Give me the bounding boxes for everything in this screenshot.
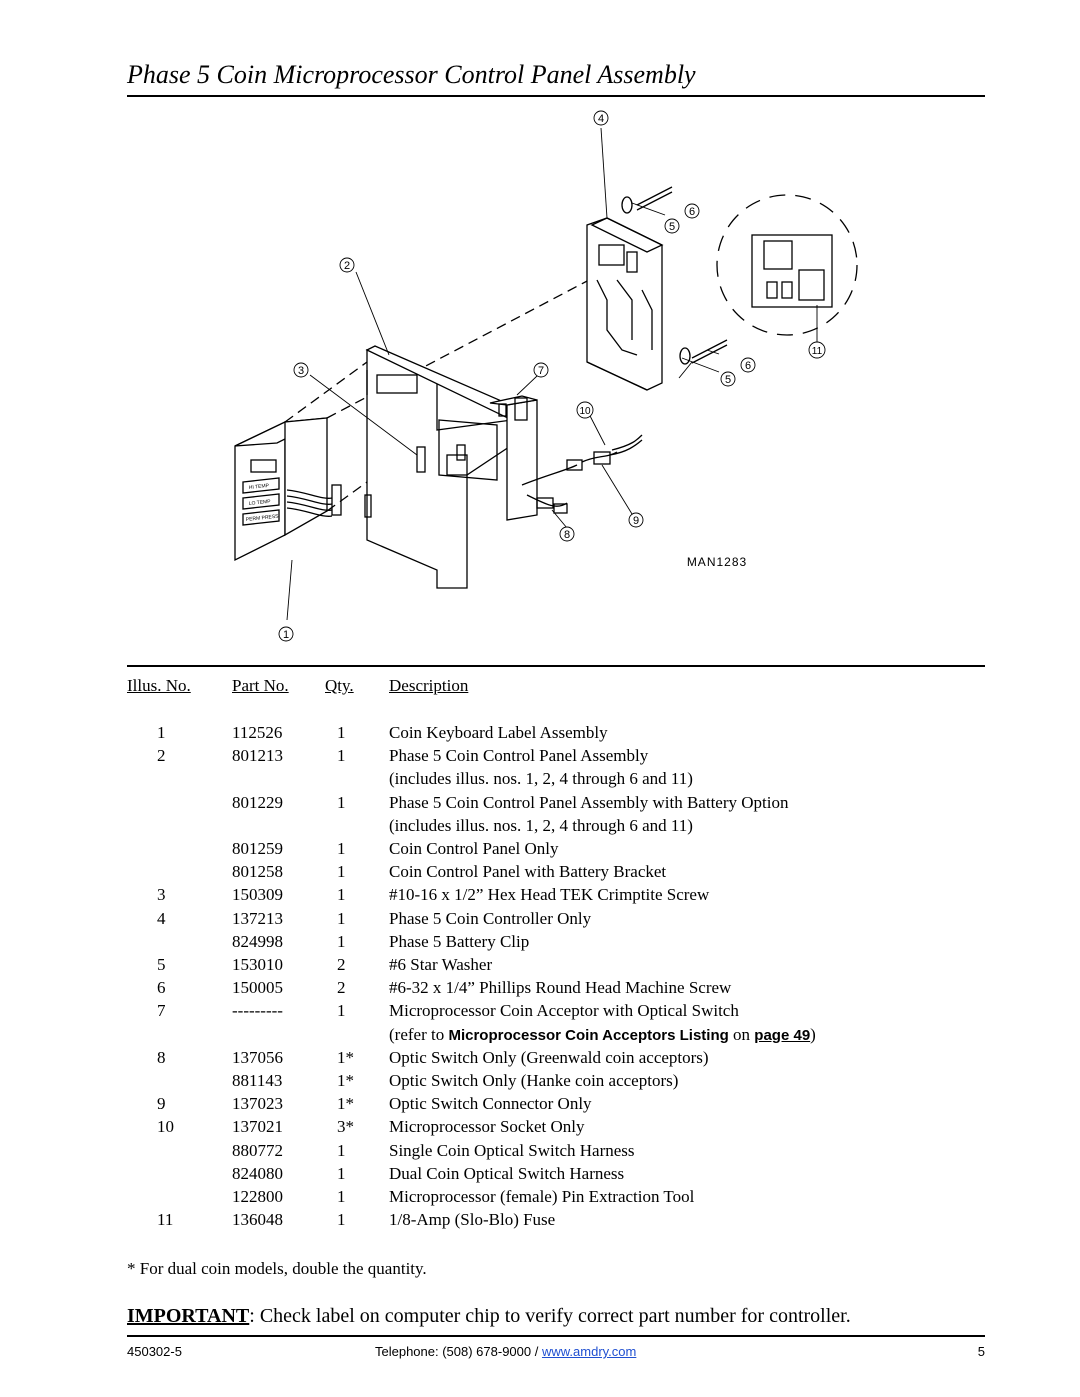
- callout-1: [279, 627, 293, 641]
- svg-text:11: 11: [811, 346, 823, 357]
- description: Single Coin Optical Switch Harness: [389, 1140, 635, 1160]
- description: Coin Keyboard Label Assembly: [389, 723, 608, 742]
- header-qty: Qty.: [325, 676, 354, 695]
- part-no: 881143: [232, 1071, 283, 1090]
- qty: 3*: [337, 1117, 354, 1137]
- part-no: 137023: [232, 1094, 283, 1114]
- table-row: [127, 932, 985, 955]
- part-no: 137021: [232, 1117, 283, 1137]
- description: #6-32 x 1/4” Phillips Round Head Machine Screw: [389, 978, 732, 998]
- table-rule: [127, 665, 985, 667]
- page-49-link[interactable]: page 49: [754, 1026, 811, 1044]
- footnote: * For dual coin models, double the quantity.: [127, 1259, 427, 1278]
- qty: 1: [337, 792, 346, 812]
- illus-no: 2: [157, 746, 166, 766]
- qty: 1: [337, 1140, 346, 1160]
- page-title: Phase 5 Coin Microprocessor Control Panel Assembly: [127, 60, 696, 89]
- description: #6 Star Washer: [389, 955, 493, 974]
- table-row: [127, 1164, 985, 1187]
- part-no: 137056: [232, 1047, 283, 1067]
- table-row: [127, 1117, 985, 1140]
- part-no: 150309: [232, 885, 283, 905]
- illus-no: 6: [157, 978, 166, 998]
- callout-2: [340, 258, 354, 272]
- website-link[interactable]: www.amdry.com: [541, 1344, 637, 1359]
- svg-text:3: 3: [297, 365, 305, 377]
- description: Coin Control Panel with Battery Bracket: [389, 862, 667, 882]
- qty: 1: [337, 862, 346, 882]
- table-row: [127, 885, 985, 908]
- part-no: 801258: [232, 862, 283, 882]
- detail-circle: [717, 195, 857, 335]
- part-no: 880772: [232, 1140, 283, 1160]
- qty: 1: [337, 1187, 346, 1206]
- footer-rule: [127, 1335, 985, 1337]
- important-label: IMPORTANT: [127, 1305, 250, 1327]
- qty: 1*: [337, 1094, 354, 1114]
- table-row: [127, 1187, 985, 1210]
- callout-11: [809, 342, 825, 358]
- callout-8: [560, 527, 574, 541]
- part-no: 153010: [232, 955, 283, 974]
- callout-4: [594, 111, 608, 125]
- illus-no: 3: [157, 885, 166, 905]
- callout-7: [534, 363, 548, 377]
- description: Optic Switch Only (Greenwald coin acceptors): [389, 1047, 709, 1067]
- qty: 2: [337, 978, 346, 998]
- svg-text:8: 8: [563, 529, 571, 541]
- part-no: 136048: [232, 1210, 283, 1230]
- table-row: [127, 746, 985, 769]
- description: Optic Switch Only (Hanke coin acceptors): [389, 1071, 679, 1090]
- part-no: 150005: [232, 978, 283, 998]
- callout-9: [629, 513, 643, 527]
- table-row: [127, 1141, 985, 1164]
- svg-text:7: 7: [537, 365, 545, 377]
- part-no: 801213: [232, 746, 283, 766]
- svg-text:6: 6: [688, 206, 696, 218]
- table-row: [127, 793, 985, 816]
- description: Phase 5 Coin Control Panel Assembly with Battery Option: [389, 792, 789, 812]
- illus-no: 9: [157, 1094, 166, 1114]
- description: Microprocessor (female) Pin Extraction Tool: [389, 1187, 695, 1206]
- doc-number: 450302-5: [127, 1344, 182, 1359]
- table-row: [127, 978, 985, 1001]
- page-number: 5: [977, 1344, 985, 1359]
- svg-text:2: 2: [343, 260, 351, 272]
- description: Dual Coin Optical Switch Harness: [389, 1163, 625, 1183]
- description: Microprocessor Socket Only: [389, 1117, 585, 1137]
- important-note: [127, 1305, 851, 1328]
- table-row: [127, 1071, 985, 1094]
- description: (includes illus. nos. 1, 2, 4 through 6 and 11): [389, 769, 693, 789]
- qty: 1: [337, 1210, 346, 1230]
- controller-board-part: [587, 218, 662, 390]
- description: Phase 5 Battery Clip: [389, 931, 530, 951]
- callout-6b: [741, 358, 755, 372]
- key-label-hi: HI TEMP: [248, 482, 270, 491]
- table-row: [127, 1025, 985, 1048]
- important-text: : Check label on computer chip to verify correct part number for controller.: [249, 1305, 851, 1327]
- table-row: [127, 1210, 985, 1233]
- qty: 1: [337, 908, 346, 928]
- refer-to-text: (refer to Microprocessor Coin Acceptors Listing on page 49): [389, 1024, 816, 1044]
- header-part: Part No.: [232, 676, 289, 695]
- illus-no: 1: [157, 723, 166, 742]
- table-row: [127, 723, 985, 746]
- svg-text:1: 1: [282, 629, 290, 641]
- qty: 1: [337, 1163, 346, 1183]
- description: #10-16 x 1/2” Hex Head TEK Crimptite Screw: [389, 885, 710, 905]
- description: Optic Switch Connector Only: [389, 1094, 592, 1114]
- qty: 1: [337, 746, 346, 766]
- header-illus: Illus. No.: [127, 676, 191, 695]
- callout-5a: [665, 219, 679, 233]
- illus-no: 8: [157, 1047, 166, 1067]
- table-row: [127, 1001, 985, 1024]
- description: (includes illus. nos. 1, 2, 4 through 6 and 11): [389, 815, 693, 835]
- table-row: [127, 955, 985, 978]
- svg-text:9: 9: [632, 515, 640, 527]
- contact: [375, 1344, 636, 1359]
- description: 1/8-Amp (Slo-Blo) Fuse: [389, 1210, 556, 1230]
- part-no: 801259: [232, 839, 283, 858]
- description: Phase 5 Coin Control Panel Assembly: [389, 746, 649, 766]
- qty: 1: [337, 839, 346, 858]
- callout-6a: [685, 204, 699, 218]
- illus-no: 4: [157, 908, 166, 928]
- qty: 1*: [337, 1071, 354, 1090]
- qty: 1: [337, 1001, 346, 1021]
- part-no: ---------: [232, 1001, 283, 1021]
- illus-no: 10: [157, 1117, 174, 1137]
- key-label-perm: PERM PRESS: [245, 513, 279, 523]
- part-no: 137213: [232, 908, 283, 928]
- illus-no: 5: [157, 955, 166, 974]
- svg-text:4: 4: [597, 113, 605, 125]
- qty: 1*: [337, 1047, 354, 1067]
- table-row: [127, 909, 985, 932]
- illus-no: 11: [157, 1210, 174, 1230]
- svg-text:5: 5: [668, 221, 676, 233]
- callout-10: [577, 402, 593, 418]
- table-row: [127, 1094, 985, 1117]
- telephone: Telephone: (508) 678-9000 /: [375, 1344, 542, 1359]
- control-panel-part: [365, 346, 522, 588]
- table-row: [127, 839, 985, 862]
- table-row: [127, 862, 985, 885]
- key-label-lo: LO TEMP: [248, 498, 271, 507]
- callout-5b: [721, 372, 735, 386]
- description: Coin Control Panel Only: [389, 839, 559, 858]
- qty: 2: [337, 955, 346, 974]
- qty: 1: [337, 885, 346, 905]
- table-row: [127, 816, 985, 839]
- part-no: 112526: [232, 723, 283, 742]
- callout-3: [294, 363, 308, 377]
- header-desc: Description: [389, 676, 469, 695]
- svg-text:6: 6: [744, 360, 752, 372]
- title-rule: [127, 95, 985, 97]
- svg-text:10: 10: [579, 406, 591, 417]
- table-row: [127, 1048, 985, 1071]
- part-no: 122800: [232, 1187, 283, 1206]
- description: Microprocessor Coin Acceptor with Optical Switch: [389, 1001, 739, 1021]
- part-no: 824998: [232, 931, 283, 951]
- exploded-diagram: [127, 100, 985, 660]
- table-row: [127, 769, 985, 792]
- qty: 1: [337, 723, 346, 742]
- description: Phase 5 Coin Controller Only: [389, 908, 592, 928]
- qty: 1: [337, 931, 346, 951]
- illus-no: 7: [157, 1001, 166, 1021]
- drawing-number: MAN1283: [686, 555, 748, 569]
- part-no: 801229: [232, 792, 283, 812]
- part-no: 824080: [232, 1163, 283, 1183]
- svg-text:5: 5: [724, 374, 732, 386]
